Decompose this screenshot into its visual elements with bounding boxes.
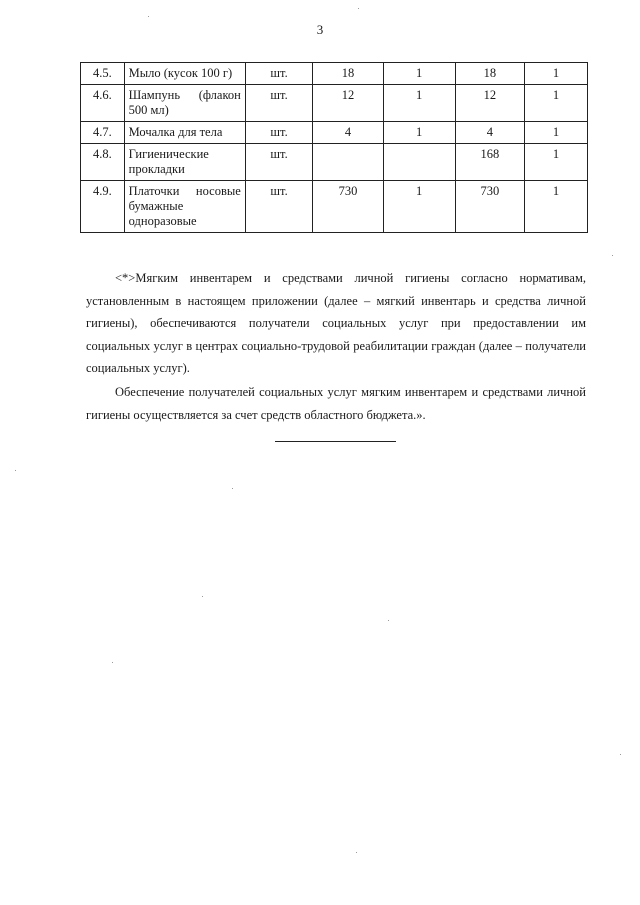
quantity-cell: 1 [383,85,455,122]
page-number: 3 [316,22,324,37]
item-name: Гигиенические прокладки [124,144,245,181]
row-number: 4.5. [81,63,125,85]
quantity-cell [383,144,455,181]
row-number: 4.8. [81,144,125,181]
quantity-cell: 730 [455,181,524,233]
footnote-text: <*>Мягким инвентарем и средствами личной гигиены согласно нормативам, установленным в настоящем приложении (далее – мягкий инвентарь и средства личной гигиены), обеспечиваются получатели социальных услуг при предоставлении им социальных услуг в центрах социально-трудовой реабилитации граждан (далее – получатели социальных услуг). [86,271,586,375]
unit-cell: шт. [245,85,312,122]
item-name: Платочки носовые бумажные одноразовые [124,181,245,233]
table-row [81,144,588,181]
quantity-cell: 1 [525,181,588,233]
scan-speck [112,662,113,663]
quantity-cell [313,144,383,181]
norms-table [80,62,588,233]
quantity-cell: 1 [525,85,588,122]
quantity-cell: 730 [313,181,383,233]
unit-cell: шт. [245,181,312,233]
item-name: Мыло (кусок 100 г) [124,63,245,85]
funding-paragraph [86,381,586,426]
scan-speck [356,852,357,853]
footnote-paragraph [86,267,586,380]
table-row [81,122,588,144]
quantity-cell: 18 [313,63,383,85]
quantity-cell: 4 [313,122,383,144]
quantity-cell: 1 [383,122,455,144]
quantity-cell: 168 [455,144,524,181]
quantity-cell: 1 [383,181,455,233]
quantity-cell: 12 [455,85,524,122]
scan-speck [232,488,233,489]
table-row [81,85,588,122]
scan-speck [148,16,149,17]
row-number: 4.9. [81,181,125,233]
quantity-cell: 1 [525,144,588,181]
quantity-cell: 4 [455,122,524,144]
unit-cell: шт. [245,122,312,144]
scan-speck [612,255,613,256]
scan-speck [202,596,203,597]
unit-cell: шт. [245,63,312,85]
quantity-cell: 18 [455,63,524,85]
funding-text: Обеспечение получателей социальных услуг мягким инвентарем и средствами личной гигиены осуществляется за счет средств областного бюджета.». [86,385,586,422]
scan-speck [620,754,621,755]
row-number: 4.7. [81,122,125,144]
quantity-cell: 1 [383,63,455,85]
unit-cell: шт. [245,144,312,181]
scan-speck [15,470,16,471]
quantity-cell: 1 [525,63,588,85]
table-row [81,63,588,85]
row-number: 4.6. [81,85,125,122]
quantity-cell: 1 [525,122,588,144]
table-row [81,181,588,233]
quantity-cell: 12 [313,85,383,122]
scan-speck [388,620,389,621]
item-name: Мочалка для тела [124,122,245,144]
closing-rule [275,441,396,442]
scan-speck [358,8,359,9]
item-name: Шампунь (флакон 500 мл) [124,85,245,122]
